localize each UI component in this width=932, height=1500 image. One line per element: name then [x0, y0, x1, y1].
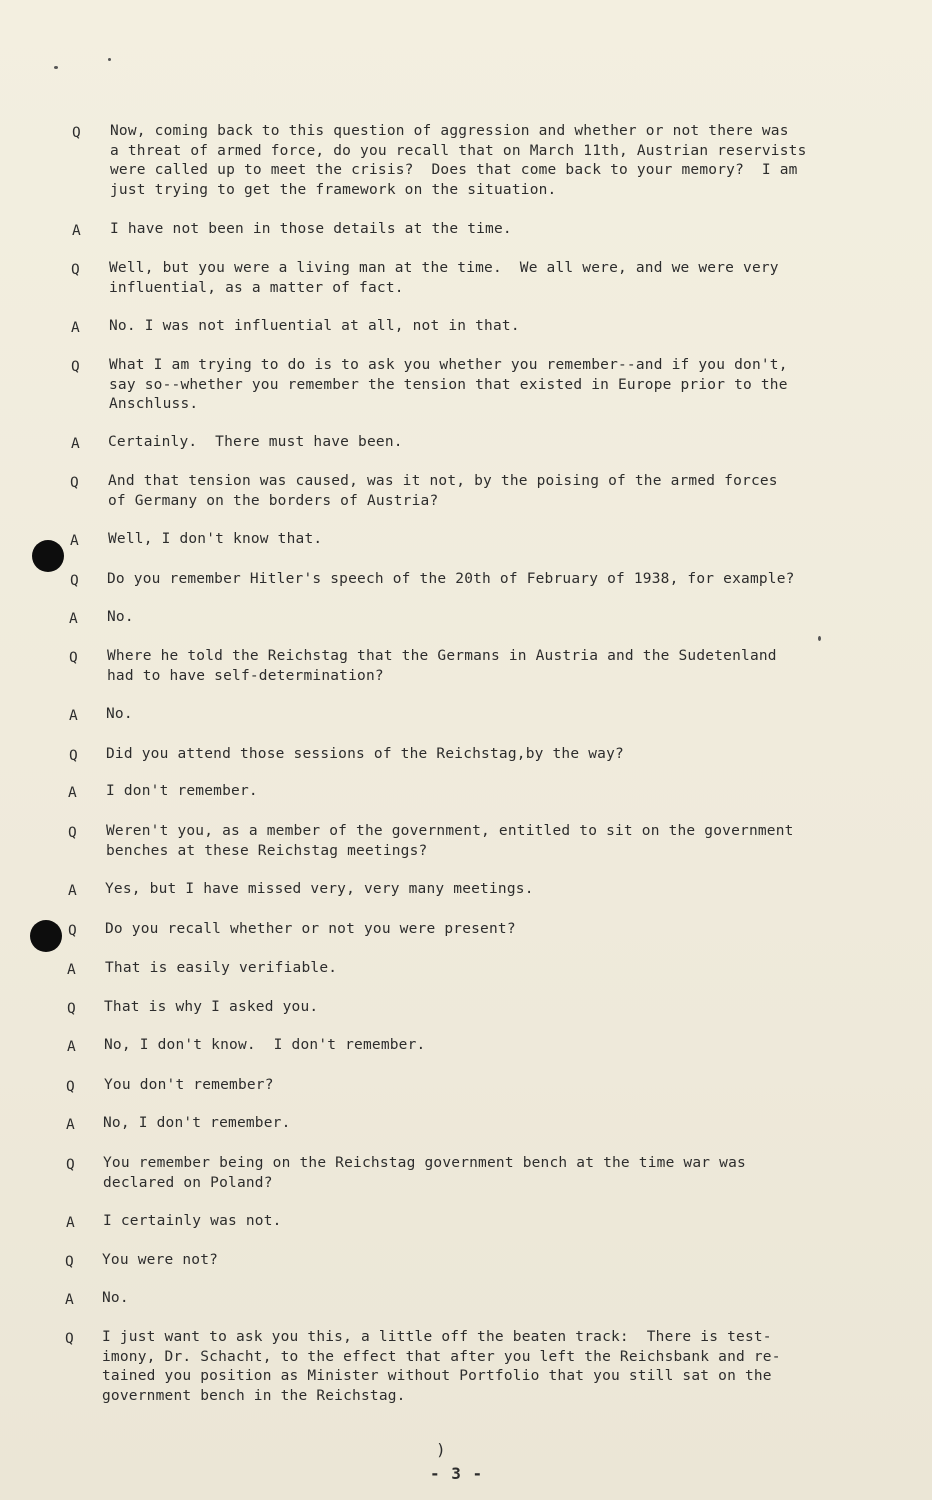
paper-speck	[818, 636, 821, 641]
transcript-line: I have not been in those details at the time.	[110, 221, 512, 237]
transcript-line: What I am trying to do is to ask you whether you remember--and if you don't,	[109, 357, 788, 373]
transcript-line: You remember being on the Reichstag government bench at the time war was	[103, 1155, 746, 1171]
transcript-line: No.	[107, 609, 134, 625]
speaker-label: Q	[68, 825, 77, 841]
transcript-line: a threat of armed force, do you recall that on March 11th, Austrian reservists	[110, 142, 807, 159]
transcript-line: just trying to get the framework on the situation.	[110, 181, 557, 198]
speaker-label: A	[71, 436, 80, 452]
speaker-label: Q	[69, 748, 78, 764]
punch-hole-lower	[30, 920, 62, 952]
transcript-line: of Germany on the borders of Austria?	[108, 492, 439, 509]
transcript-line: say so--whether you remember the tension that existed in Europe prior to the	[109, 376, 788, 393]
speaker-label: A	[67, 1039, 76, 1055]
speaker-label: A	[69, 708, 78, 724]
transcript-line: No, I don't remember.	[103, 1115, 291, 1131]
speaker-label: Q	[66, 1157, 75, 1173]
transcript-line: Certainly. There must have been.	[108, 434, 403, 450]
transcript-line: were called up to meet the crisis? Does that come back to your memory? I am	[110, 162, 798, 178]
transcript-line: That is why I asked you.	[104, 999, 319, 1015]
transcript-line: Anschluss.	[109, 396, 199, 412]
speaker-label: A	[71, 320, 80, 336]
transcript-line: I certainly was not.	[103, 1213, 282, 1229]
transcript-line: You don't remember?	[104, 1077, 274, 1093]
punch-hole-upper	[32, 540, 64, 572]
transcript-line: Yes, but I have missed very, very many meetings.	[105, 881, 534, 897]
transcript-line: benches at these Reichstag meetings?	[106, 842, 428, 859]
transcript-line: That is easily verifiable.	[105, 960, 338, 976]
speaker-label: Q	[71, 262, 80, 278]
speaker-label: Q	[66, 1079, 75, 1095]
transcript-line: Well, but you were a living man at the time. We all were, and we were very	[109, 260, 779, 276]
transcript-line: No.	[102, 1290, 129, 1306]
speaker-label: Q	[71, 359, 80, 375]
speaker-label: Q	[65, 1331, 74, 1347]
speaker-label: Q	[72, 125, 81, 141]
speaker-label: A	[69, 611, 78, 627]
speaker-label: Q	[70, 475, 79, 491]
transcript-line: Where he told the Reichstag that the Germans in Austria and the Sudetenland	[107, 648, 777, 664]
speaker-label: Q	[70, 573, 79, 589]
paper-speck	[54, 66, 58, 69]
transcript-line: Well, I don't know that.	[108, 531, 323, 547]
speaker-label: A	[66, 1215, 75, 1231]
speaker-label: A	[70, 533, 79, 549]
speaker-label: Q	[69, 650, 78, 666]
transcript-line: And that tension was caused, was it not, by the poising of the armed forces	[108, 473, 778, 489]
transcript-line: Did you attend those sessions of the Reichstag,by the way?	[106, 746, 624, 762]
transcript-line: imony, Dr. Schacht, to the effect that after you left the Reichsbank and re-	[102, 1348, 781, 1365]
speaker-label: Q	[67, 1001, 76, 1017]
transcript-line: declared on Poland?	[103, 1174, 273, 1191]
transcript-line: tained you position as Minister without Portfolio that you still sat on the	[102, 1368, 772, 1384]
speaker-label: Q	[68, 923, 77, 939]
transcript-line: You were not?	[102, 1252, 219, 1268]
transcript-line: Do you remember Hitler's speech of the 20th of February of 1938, for example?	[107, 571, 795, 587]
transcript-line: had to have self-determination?	[107, 667, 384, 684]
speaker-label: Q	[65, 1254, 74, 1270]
transcript-line: Now, coming back to this question of aggression and whether or not there was	[110, 123, 789, 139]
speaker-label: A	[67, 962, 76, 978]
transcript-line: No.	[106, 706, 133, 722]
transcript-line: Do you recall whether or not you were present?	[105, 921, 516, 937]
paper-speck	[108, 58, 111, 61]
transcript-line: No. I was not influential at all, not in that.	[109, 318, 520, 334]
transcript-line: Weren't you, as a member of the government, entitled to sit on the government	[106, 823, 794, 839]
transcript-line: I don't remember.	[106, 783, 258, 799]
speaker-label: A	[66, 1117, 75, 1133]
speaker-label: A	[72, 223, 81, 239]
transcript-line: government bench in the Reichstag.	[102, 1387, 406, 1404]
transcript-line: influential, as a matter of fact.	[109, 279, 404, 296]
transcript-line: No, I don't know. I don't remember.	[104, 1037, 426, 1053]
speaker-label: A	[68, 785, 77, 801]
speaker-label: A	[65, 1292, 74, 1308]
footer-mark: )	[436, 1440, 446, 1459]
page-number: - 3 -	[430, 1464, 484, 1483]
speaker-label: A	[68, 883, 77, 899]
transcript-line: I just want to ask you this, a little off the beaten track: There is test-	[102, 1329, 772, 1345]
